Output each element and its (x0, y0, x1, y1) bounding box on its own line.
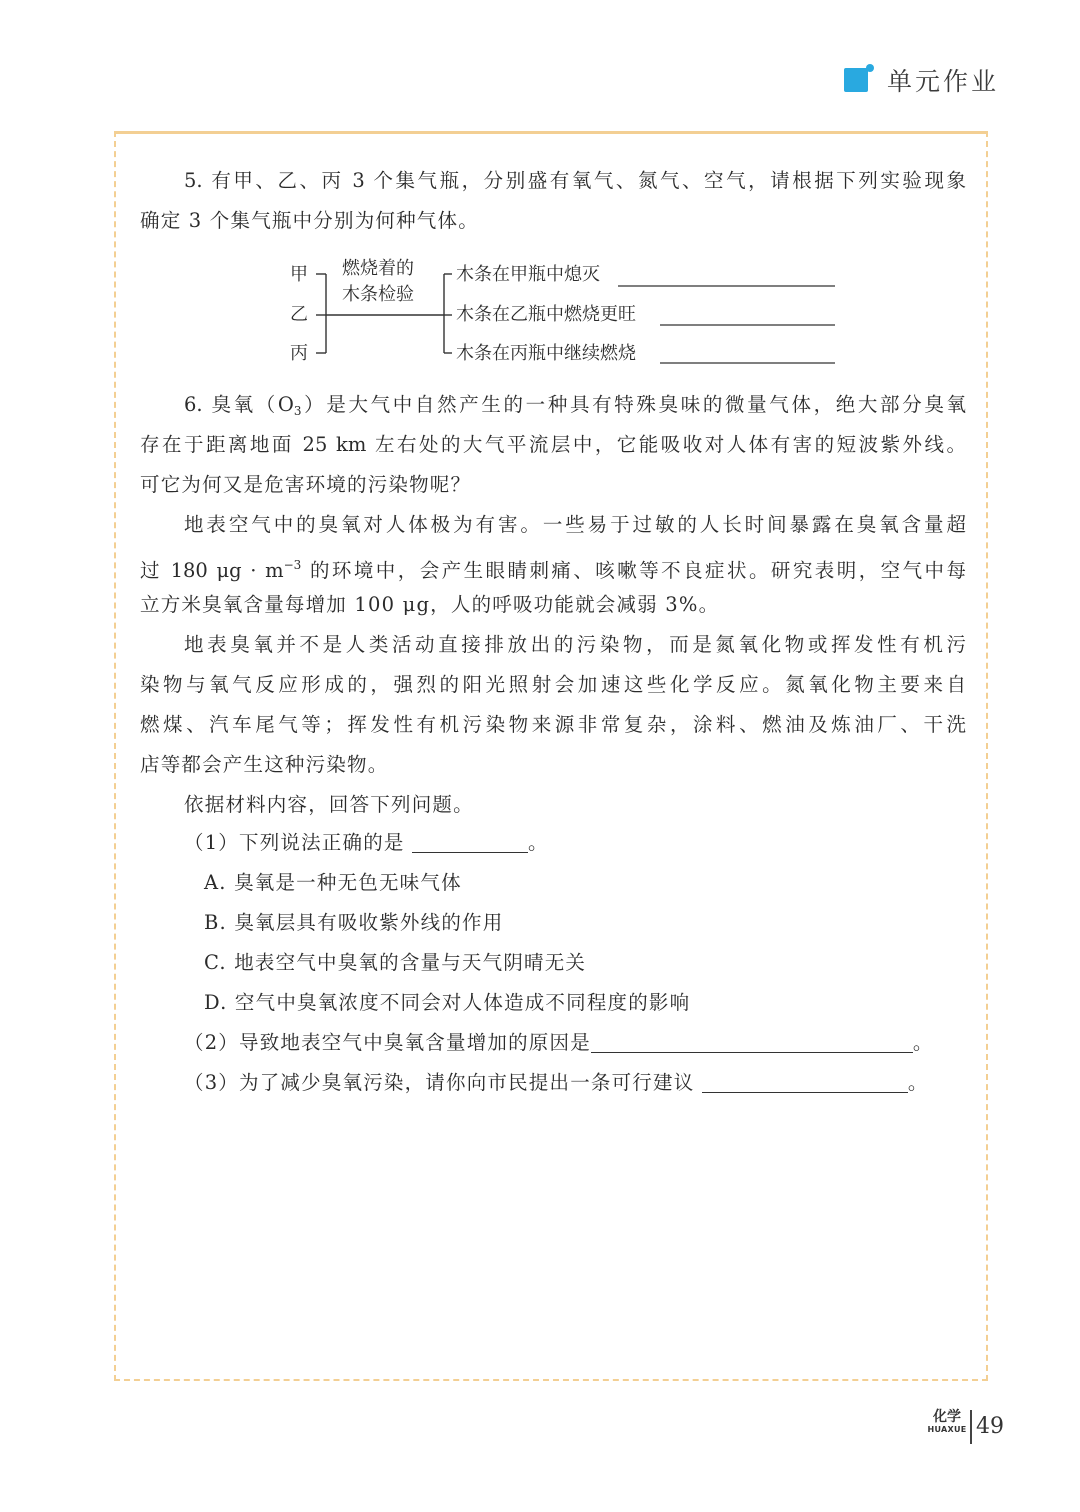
question-6-text: 存在于距离地面 25 km 左右处的大气平流层中，它能吸收对人体有害的短波紫外线。 (140, 433, 966, 456)
sub-question-3: （3）为了减少臭氧污染，请你向市民提出一条可行建议 。 (184, 1071, 929, 1094)
option-text: A. 臭氧是一种无色无味气体 (204, 871, 462, 894)
paragraph-text: 地表空气中的臭氧对人体极为有害。一些易于过敏的人长时间暴露在臭氧含量超 (184, 513, 966, 536)
paragraph-text: 过 180 $\mu g \cdot m^{-3}$ 的环境中，会产生眼睛刺痛、咳嗽等不良症状。研究表明，空气中每 (140, 558, 966, 582)
answer-prompt: 依据材料内容，回答下列问题。 (184, 793, 474, 816)
paragraph-text: 燃煤、汽车尾气等；挥发性有机污染物来源非常复杂，涂料、燃油及炼油厂、干洗 (140, 713, 966, 736)
bottle-label: 乙 (290, 304, 308, 325)
question-5-text: 确定 3 个集气瓶中分别为何种气体。 (140, 209, 479, 232)
paragraph-text: 地表臭氧并不是人类活动直接排放出的污染物，而是氮氧化物或挥发性有机污 (184, 633, 966, 656)
option-text: B. 臭氧层具有吸收紫外线的作用 (204, 911, 504, 934)
question-6-text: 可它为何又是危害环境的污染物呢？ (140, 473, 472, 496)
section-tag (842, 56, 1002, 102)
experiment-diagram (280, 254, 840, 374)
test-label: 木条检验 (342, 284, 414, 305)
paragraph-text: 店等都会产生这种污染物。 (140, 753, 389, 776)
result-text: 木条在甲瓶中熄灭 (456, 264, 600, 285)
paragraph-text: 染物与氧气反应形成的，强烈的阳光照射会加速这些化学反应。氮氧化物主要来自 (140, 673, 966, 696)
answer-blank-1[interactable] (412, 832, 528, 853)
bottle-label: 甲 (290, 264, 308, 285)
answer-blank-3[interactable] (702, 1072, 908, 1093)
option-text: C. 地表空气中臭氧的含量与天气阴晴无关 (204, 951, 587, 974)
section-title: 单元作业 (887, 67, 1000, 96)
result-text: 木条在乙瓶中燃烧更旺 (456, 304, 636, 325)
section-icon (844, 64, 874, 92)
paragraph-text: 立方米臭氧含量每增加 100 μg，人的呼吸功能就会减弱 3%。 (140, 593, 720, 616)
result-text: 木条在丙瓶中继续燃烧 (456, 343, 636, 364)
subject-label (926, 1409, 968, 1435)
question-5-text: 5. 有甲、乙、丙 3 个集气瓶，分别盛有氧气、氮气、空气，请根据下列实验现象 (184, 169, 966, 192)
test-label: 燃烧着的 (342, 258, 414, 279)
sub-question-2: （2）导致地表空气中臭氧含量增加的原因是 。 (184, 1031, 934, 1054)
option-text: D. 空气中臭氧浓度不同会对人体造成不同程度的影响 (204, 991, 691, 1014)
subject-pinyin: HUAXUE (927, 1425, 967, 1434)
answer-blank-2[interactable] (591, 1032, 913, 1053)
question-6-text: 6. 臭氧$(O_3)$是大气中自然产生的一种具有特殊臭味的微量气体，绝大部分臭氧 (184, 393, 966, 418)
footer-divider (970, 1410, 972, 1444)
subject-chinese: 化学 (933, 1409, 961, 1425)
page-number: 49 (976, 1414, 1004, 1439)
bottle-label: 丙 (290, 343, 308, 364)
sub-question-1: （1）下列说法正确的是 。 (184, 831, 549, 854)
